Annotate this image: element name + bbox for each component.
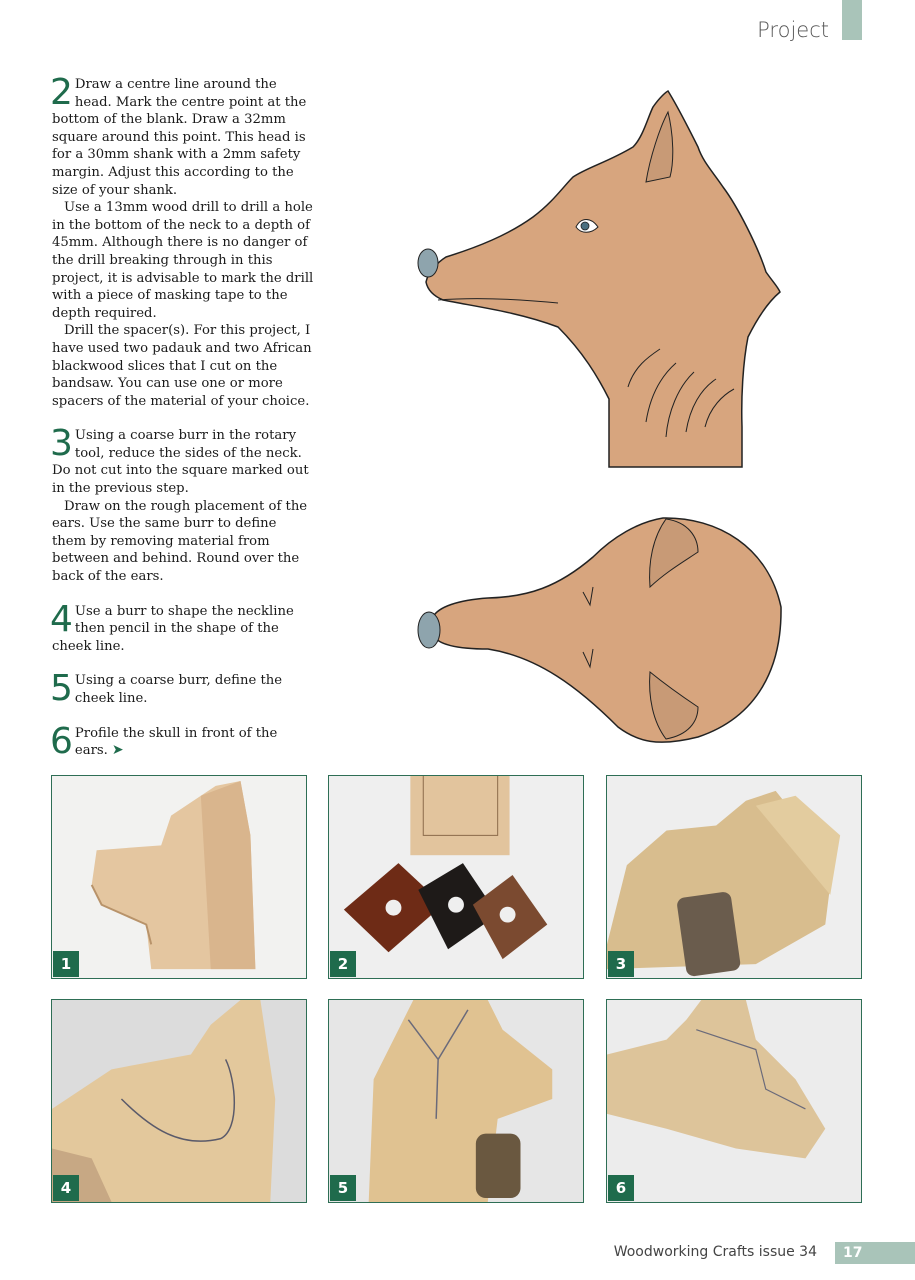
step-photo-4 <box>51 999 307 1203</box>
instructions-column <box>50 72 314 777</box>
step-paragraph: Draw on the rough placement of the ears. Use the same burr to define them by removing material from between and behind. Round over the back of the ears. <box>52 498 308 585</box>
step-4 <box>50 598 314 656</box>
step-photo-3 <box>606 775 862 979</box>
section-label: Project <box>757 18 829 42</box>
step-paragraph: Use a 13mm wood drill to drill a hole in the bottom of the neck to a depth of 45mm. Although there is no danger of the drill breaking through in this project, it is advisable to mark the drill with a piece of masking tape to the depth required. <box>52 200 314 321</box>
step-photo-2 <box>328 775 584 979</box>
step-paragraph: Using a coarse burr in the rotary tool, reduce the sides of the neck. Do not cut into the square marked out in the previous step. <box>52 428 309 497</box>
step-5 <box>50 668 314 710</box>
step-photo-5 <box>328 999 584 1203</box>
step-number: 6 <box>50 720 73 762</box>
step-3 <box>50 423 314 585</box>
page-number: 17 <box>835 1242 915 1264</box>
photo-number: 1 <box>53 951 79 977</box>
step-6 <box>50 720 314 762</box>
photo-number: 2 <box>330 951 356 977</box>
photo-number: 5 <box>330 1175 356 1201</box>
footer-publication: Woodworking Crafts issue 34 <box>613 1244 817 1260</box>
photo-number: 6 <box>608 1175 634 1201</box>
photo-number: 3 <box>608 951 634 977</box>
step-number: 3 <box>50 423 73 465</box>
step-paragraph <box>50 720 314 762</box>
template-grid <box>398 67 802 751</box>
step-number: 4 <box>50 598 73 640</box>
step-paragraph: Use a burr to shape the neckline then pencil in the shape of the cheek line. <box>52 603 294 654</box>
step-paragraph: Draw a centre line around the head. Mark the centre point at the bottom of the blank. Draw a 32mm square around this point. This head is for a 30mm shank with a 2mm safety margin. Adjust this according to the size of your shank. <box>52 77 307 198</box>
section-tab <box>842 0 862 40</box>
step-paragraph: Drill the spacer(s). For this project, I have used two padauk and two African blackwood slices that I cut on the bandsaw. You can use one or more spacers of the material of your choice. <box>52 323 312 409</box>
step-text: Profile the skull in front of the ears. <box>74 725 278 759</box>
photo-number: 4 <box>53 1175 79 1201</box>
step-number: 2 <box>50 72 73 113</box>
step-photo-6 <box>606 999 862 1203</box>
step-number: 5 <box>50 668 73 710</box>
step-2 <box>50 72 314 410</box>
step-photo-1 <box>51 775 307 979</box>
continue-arrow-icon: ➤ <box>111 742 124 759</box>
step-paragraph: Using a coarse burr, define the cheek line. <box>74 673 283 706</box>
